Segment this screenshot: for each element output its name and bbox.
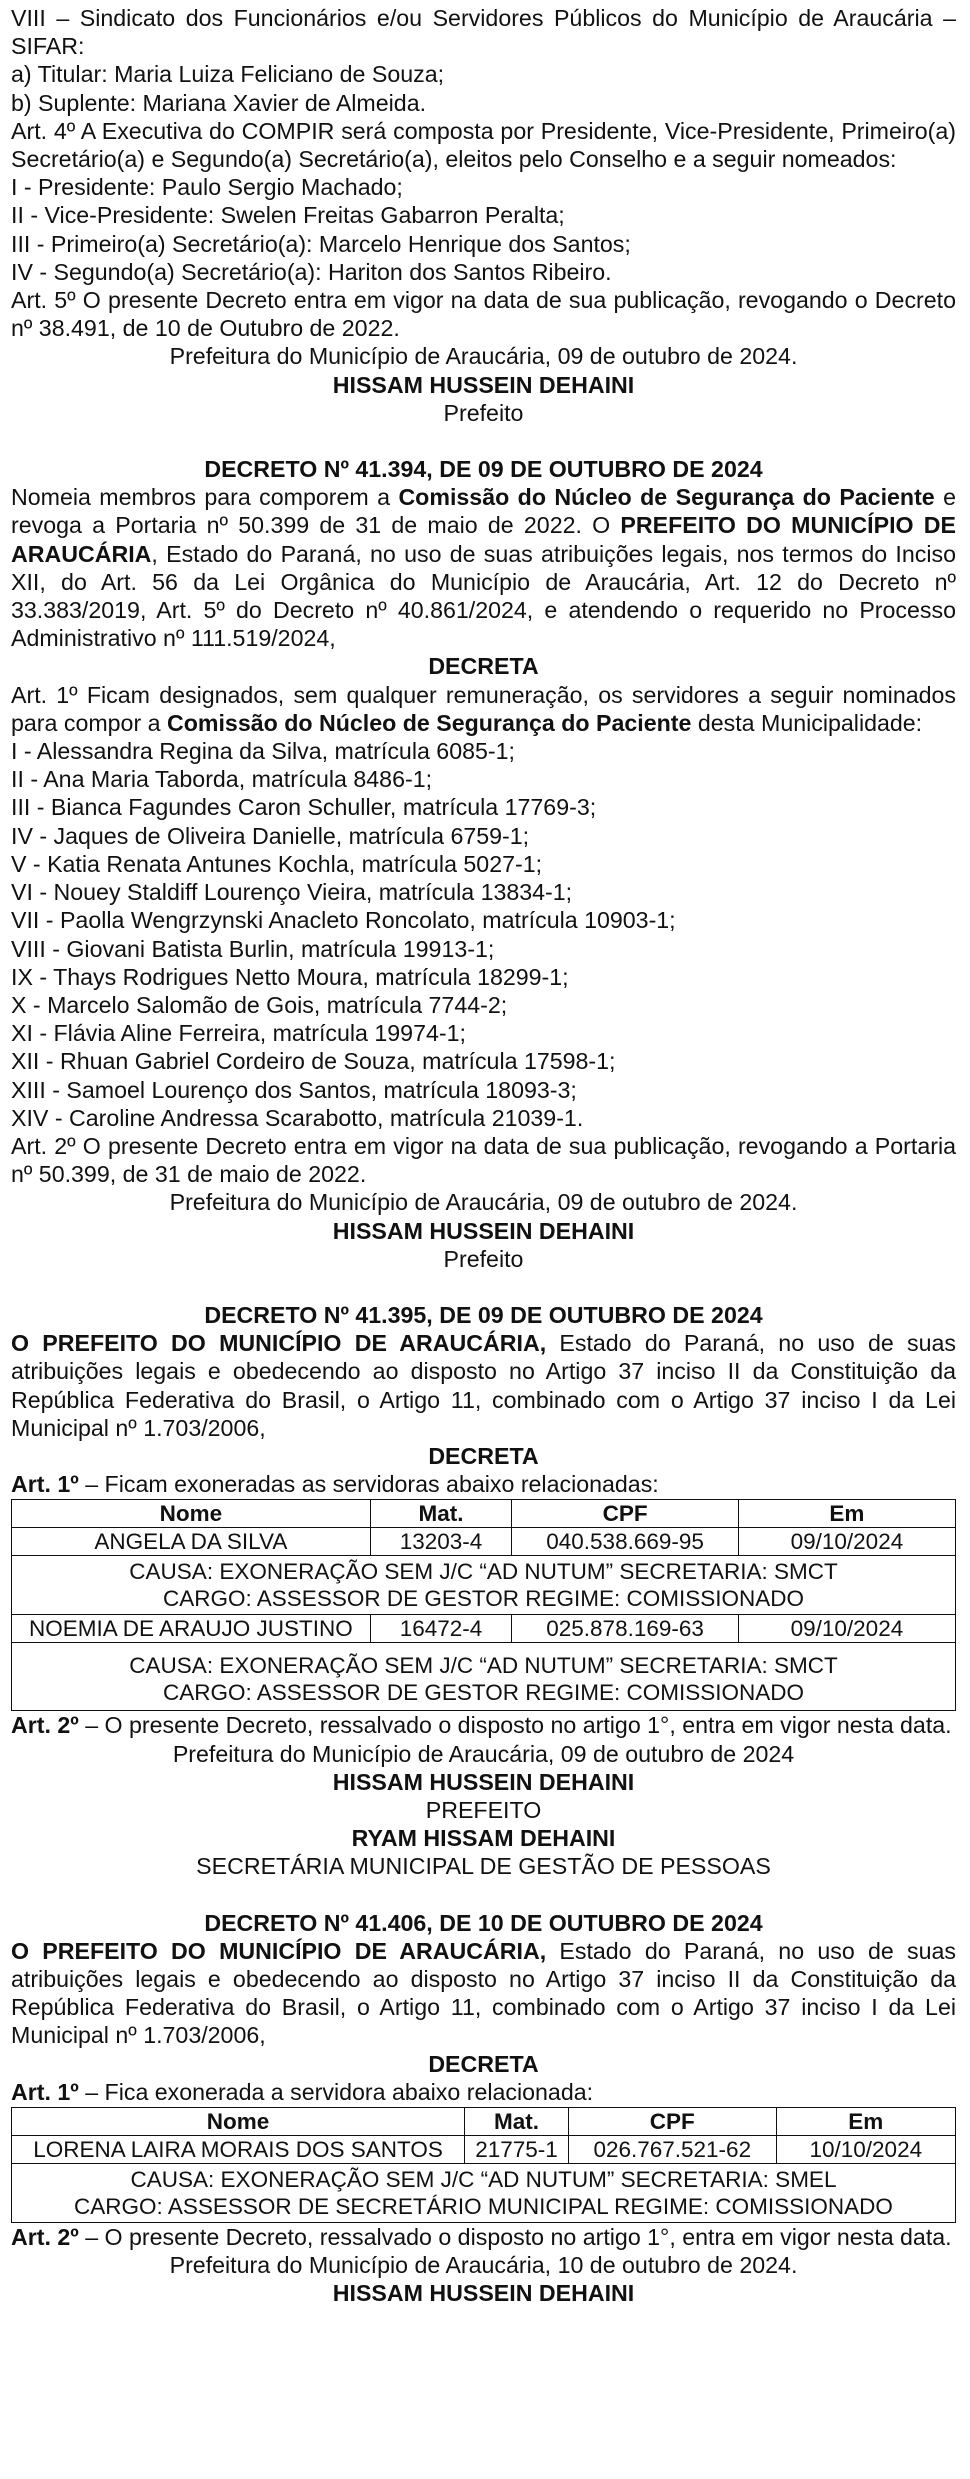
preamble-text: Estado do Paraná, no uso de suas atribuições legais e obedecendo ao disposto no Artigo 37 inciso II da Constituição da República Federativa do Brasil, o Artigo 11, combinado com o Artigo 37 inciso I da Lei Municipal nº 1.703/2006, [11, 1937, 956, 2049]
decreta-heading: DECRETA [428, 653, 539, 680]
article-label: Art. 1º [11, 1471, 79, 1498]
cause-text: CAUSA: EXONERAÇÃO SEM J/C “AD NUTUM” SECRETARIA: SMCT [129, 1559, 838, 1585]
table-row [12, 1528, 956, 1556]
cell-name: NOEMIA DE ARAUJO JUSTINO [12, 1615, 371, 1643]
preamble-text: e revoga a Portaria nº 50.399 de 31 de maio de 2022. O [11, 484, 957, 539]
article-1 [11, 1470, 956, 1498]
cause-cell [12, 1556, 956, 1615]
article-text: desta Municipalidade: [691, 709, 923, 736]
cargo-text: CARGO: ASSESSOR DE GESTOR REGIME: COMISSIONADO [163, 1586, 804, 1612]
decreta-heading: DECRETA [428, 1442, 539, 1469]
cell-mat: 13203-4 [370, 1528, 512, 1556]
cargo-text: CARGO: ASSESSOR DE GESTOR REGIME: COMISSIONADO [163, 1680, 804, 1706]
preamble-text: , Estado do Paraná, no uso de suas atribuições legais, nos termos do Inciso XII, do Art. 56 da Lei Orgânica do Município de Araucária, Art. 12 do Decreto nº 33.383/2019, Art. 5º do Decreto nº 40.861/2024, e atendendo o requerido no Processo Administrativo nº 111.519/2024, [11, 540, 956, 652]
signer-role-2: SECRETÁRIA MUNICIPAL DE GESTÃO DE PESSOAS [196, 1853, 771, 1880]
decreta-heading: DECRETA [428, 2050, 539, 2077]
mayor-label: O PREFEITO DO MUNICÍPIO DE ARAUCÁRIA, [11, 1937, 547, 1964]
cell-mat: 21775-1 [465, 2136, 569, 2164]
decree-41406 [11, 1909, 956, 2308]
cause-text: CAUSA: EXONERAÇÃO SEM J/C “AD NUTUM” SECRETARIA: SMCT [129, 1653, 838, 1679]
mayor-label: O PREFEITO DO MUNICÍPIO DE ARAUCÁRIA, [11, 1330, 547, 1357]
cell-date: 09/10/2024 [738, 1615, 955, 1643]
decree-41395 [11, 1301, 956, 1881]
signer-name: HISSAM HUSSEIN DEHAINI [332, 371, 635, 398]
member-item: VI - Nouey Staldiff Lourenço Vieira, matrícula 13834-1; [11, 879, 573, 906]
member-item: III - Bianca Fagundes Caron Schuller, matrícula 17769-3; [11, 794, 597, 821]
member-item: IX - Thays Rodrigues Netto Moura, matrícula 18299-1; [11, 963, 569, 990]
col-header-name: Nome [12, 1500, 371, 1528]
table-header-row [12, 2108, 956, 2136]
table-cause-row [12, 1556, 956, 1615]
commission-name: Comissão do Núcleo de Segurança do Paciente [398, 484, 935, 511]
intro-line: Art. 4º A Executiva do COMPIR será composta por Presidente, Vice-Presidente, Primeiro(a) Secretário(a) e Segundo(a) Secretário(a), eleitos pelo Conselho e a seguir nomeados: [11, 117, 956, 173]
decree-title: DECRETO Nº 41.406, DE 10 DE OUTUBRO DE 2024 [204, 1909, 763, 1936]
member-item: XIII - Samoel Lourenço dos Santos, matrícula 18093-3; [11, 1076, 577, 1103]
place-date: Prefeitura do Município de Araucária, 10 de outubro de 2024. [169, 2252, 798, 2279]
signer-role: Prefeito [443, 399, 524, 426]
article-text: – O presente Decreto, ressalvado o disposto no artigo 1°, entra em vigor nesta data. [78, 2224, 952, 2250]
decree-preamble [11, 1329, 956, 1442]
signer-name-2: RYAM HISSAM DEHAINI [351, 1825, 616, 1852]
exoneration-table [11, 1499, 956, 1711]
decree-title: DECRETO Nº 41.395, DE 09 DE OUTUBRO DE 2024 [204, 1301, 763, 1328]
article-label: Art. 1º [11, 2078, 79, 2105]
article-2 [11, 2223, 956, 2251]
intro-line: I - Presidente: Paulo Sergio Machado; [11, 174, 403, 201]
cell-cpf: 040.538.669-95 [512, 1528, 739, 1556]
cell-name: ANGELA DA SILVA [12, 1528, 371, 1556]
intro-line: VIII – Sindicato dos Funcionários e/ou Servidores Públicos do Município de Araucária – SIFAR: [11, 5, 956, 60]
member-item: I - Alessandra Regina da Silva, matrícula 6085-1; [11, 738, 515, 765]
table-row [12, 2136, 956, 2164]
signer-role: Prefeito [443, 1245, 524, 1272]
member-item: VIII - Giovani Batista Burlin, matrícula 19913-1; [11, 935, 495, 962]
intro-line: II - Vice-Presidente: Swelen Freitas Gabarron Peralta; [11, 202, 565, 229]
signer-name: HISSAM HUSSEIN DEHAINI [332, 1217, 635, 1244]
intro-line: Art. 5º O presente Decreto entra em vigor na data de sua publicação, revogando o Decreto nº 38.491, de 10 de Outubro de 2022. [11, 287, 956, 342]
member-item: X - Marcelo Salomão de Gois, matrícula 7744-2; [11, 991, 508, 1018]
table-cause-row [12, 2164, 956, 2223]
member-item: V - Katia Renata Antunes Kochla, matrícula 5027-1; [11, 850, 543, 877]
article-2: Art. 2º O presente Decreto entra em vigor na data de sua publicação, revogando a Portaria nº 50.399, de 31 de maio de 2022. [11, 1132, 956, 1188]
member-item: XIV - Caroline Andressa Scarabotto, matrícula 21039-1. [11, 1104, 584, 1131]
cell-name: LORENA LAIRA MORAIS DOS SANTOS [12, 2136, 465, 2164]
article-text: – Ficam exoneradas as servidoras abaixo relacionadas: [78, 1471, 659, 1498]
cause-cell [12, 1643, 956, 1711]
intro-line: III - Primeiro(a) Secretário(a): Marcelo Henrique dos Santos; [11, 230, 631, 257]
article-1 [11, 681, 956, 737]
article-1 [11, 2078, 956, 2106]
intro-line: IV - Segundo(a) Secretário(a): Hariton dos Santos Ribeiro. [11, 258, 612, 285]
col-header-cpf: CPF [512, 1500, 739, 1528]
member-item: XII - Rhuan Gabriel Cordeiro de Souza, matrícula 17598-1; [11, 1048, 616, 1075]
decree-preamble [11, 483, 956, 652]
place-date: Prefeitura do Município de Araucária, 09 de outubro de 2024 [172, 1740, 795, 1767]
decree-title: DECRETO Nº 41.394, DE 09 DE OUTUBRO DE 2024 [204, 456, 763, 483]
decree-preamble [11, 1937, 956, 2050]
table-row [12, 1615, 956, 1643]
intro-line: a) Titular: Maria Luiza Feliciano de Souza; [11, 61, 445, 88]
col-header-date: Em [776, 2108, 955, 2136]
article-text: Art. 1º Ficam designados, sem qualquer remuneração, os servidores a seguir nominados para compor a [11, 681, 956, 736]
table-header-row [12, 1500, 956, 1528]
cell-mat: 16472-4 [370, 1615, 512, 1643]
cell-date: 10/10/2024 [776, 2136, 955, 2164]
intro-line: b) Suplente: Mariana Xavier de Almeida. [11, 89, 427, 116]
place-date: Prefeitura do Município de Araucária, 09 de outubro de 2024. [169, 343, 798, 370]
preamble-text: Nomeia membros para comporem a [11, 484, 399, 511]
intro-section [11, 4, 956, 427]
cell-cpf: 026.767.521-62 [568, 2136, 776, 2164]
cell-cpf: 025.878.169-63 [512, 1615, 739, 1643]
col-header-date: Em [738, 1500, 955, 1528]
member-item: VII - Paolla Wengrzynski Anacleto Roncolato, matrícula 10903-1; [11, 907, 676, 934]
member-item: II - Ana Maria Taborda, matrícula 8486-1; [11, 766, 433, 793]
col-header-mat: Mat. [465, 2108, 569, 2136]
cause-text: CAUSA: EXONERAÇÃO SEM J/C “AD NUTUM” SECRETARIA: SMEL [130, 2167, 837, 2192]
signer-name: HISSAM HUSSEIN DEHAINI [332, 2280, 635, 2307]
preamble-text: Estado do Paraná, no uso de suas atribuições legais e obedecendo ao disposto no Artigo 37 inciso II da Constituição da República Federativa do Brasil, o Artigo 11, combinado com o Artigo 37 inciso I da Lei Municipal nº 1.703/2006, [11, 1330, 956, 1441]
article-2 [11, 1711, 956, 1739]
signer-name: HISSAM HUSSEIN DEHAINI [332, 1768, 635, 1795]
cargo-text: CARGO: ASSESSOR DE SECRETÁRIO MUNICIPAL REGIME: COMISSIONADO [74, 2194, 893, 2219]
place-date: Prefeitura do Município de Araucária, 09 de outubro de 2024. [169, 1189, 798, 1216]
article-label: Art. 2º [11, 2224, 79, 2250]
mayor-label: PREFEITO DO MUNICÍPIO DE ARAUCÁRIA [11, 512, 956, 567]
col-header-cpf: CPF [568, 2108, 776, 2136]
commission-name: Comissão do Núcleo de Segurança do Paciente [166, 709, 692, 736]
article-text: – O presente Decreto, ressalvado o disposto no artigo 1°, entra em vigor nesta data. [78, 1712, 952, 1739]
member-list [11, 737, 956, 1132]
col-header-name: Nome [12, 2108, 465, 2136]
exoneration-table [11, 2107, 956, 2223]
article-text: – Fica exonerada a servidora abaixo relacionada: [78, 2078, 594, 2105]
member-item: XI - Flávia Aline Ferreira, matrícula 19974-1; [11, 1020, 466, 1047]
signer-role: PREFEITO [425, 1796, 542, 1823]
member-item: IV - Jaques de Oliveira Danielle, matrícula 6759-1; [11, 822, 530, 849]
col-header-mat: Mat. [370, 1500, 512, 1528]
article-label: Art. 2º [11, 1712, 79, 1739]
cell-date: 09/10/2024 [738, 1528, 955, 1556]
table-cause-row [12, 1643, 956, 1711]
cause-cell [12, 2164, 956, 2223]
decree-41394 [11, 455, 956, 1273]
